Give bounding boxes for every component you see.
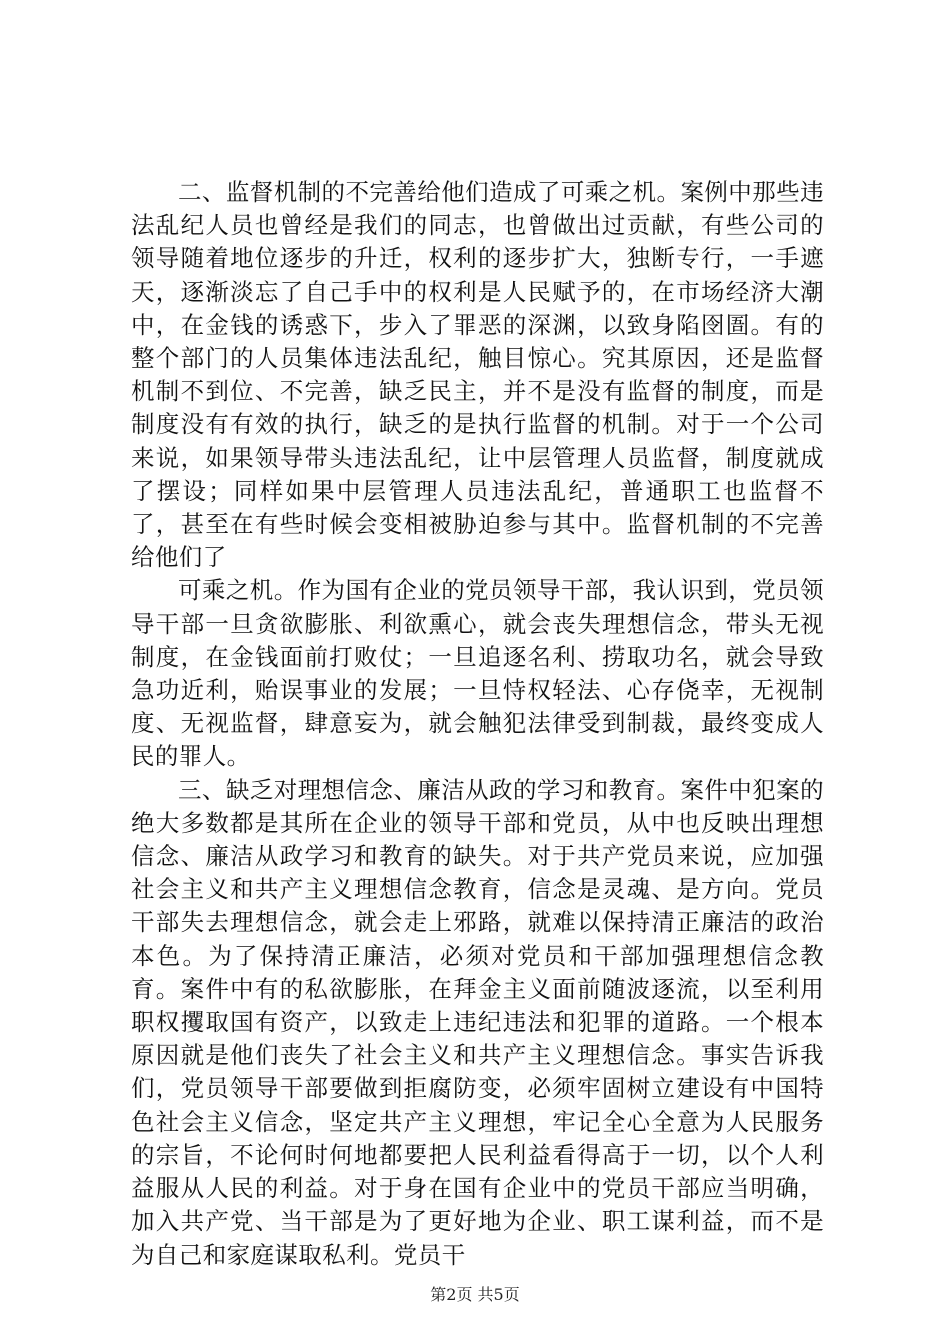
document-body (131, 176, 824, 1272)
page-number-footer: 第2页 共5页 (430, 1285, 520, 1304)
paragraph-ideals-education: 三、缺乏对理想信念、廉洁从政的学习和教育。案件中犯案的绝大多数都是其所在企业的领导干部和党员，从中也反映出理想信念、廉洁从政学习和教育的缺失。对于共产党员来说，应加强社会主义和共产主义理想信念教育，信念是灵魂、是方向。党员干部失去理想信念，就会走上邪路，就难以保持清正廉洁的政治本色。为了保持清正廉洁，必须对党员和干部加强理想信念教育。案件中有的私欲膨胀，在拜金主义面前随波逐流，以至利用职权攫取国有资产，以致走上违纪违法和犯罪的道路。一个根本原因就是他们丧失了社会主义和共产主义理想信念。事实告诉我们，党员领导干部要做到拒腐防变，必须牢固树立建设有中国特色社会主义信念，坚定共产主义理想，牢记全心全意为人民服务的宗旨，不论何时何地都要把人民利益看得高于一切，以个人利益服从人民的利益。对于身在国有企业中的党员干部应当明确，加入共产党、当干部是为了更好地为企业、职工谋利益，而不是为自己和家庭谋取私利。党员干 (131, 775, 824, 1269)
paragraph-supervision-mechanism: 二、监督机制的不完善给他们造成了可乘之机。案例中那些违法乱纪人员也曾经是我们的同志，也曾做出过贡献，有些公司的领导随着地位逐步的升迁，权利的逐步扩大，独断专行，一手遮天，逐渐淡忘了自己手中的权利是人民赋予的，在市场经济大潮中，在金钱的诱惑下，步入了罪恶的深渊，以致身陷囹圄。有的整个部门的人员集体违法乱纪，触目惊心。究其原因，还是监督机制不到位、不完善，缺乏民主，并不是没有监督的制度，而是制度没有有效的执行，缺乏的是执行监督的机制。对于一个公司来说，如果领导带头违法乱纪，让中层管理人员监督，制度就成了摆设；同样如果中层管理人员违法乱纪，普通职工也监督不了，甚至在有些时候会变相被胁迫参与其中。监督机制的不完善给他们了 (131, 178, 824, 572)
paragraph-opportunity: 可乘之机。作为国有企业的党员领导干部，我认识到，党员领导干部一旦贪欲膨胀、利欲熏心，就会丧失理想信念，带头无视制度，在金钱面前打败仗；一旦追逐名利、捞取功名，就会导致急功近利，贻误事业的发展；一旦恃权轻法、心存侥幸，无视制度、无视监督，肆意妄为，就会触犯法律受到制裁，最终变成人民的罪人。 (131, 576, 824, 771)
